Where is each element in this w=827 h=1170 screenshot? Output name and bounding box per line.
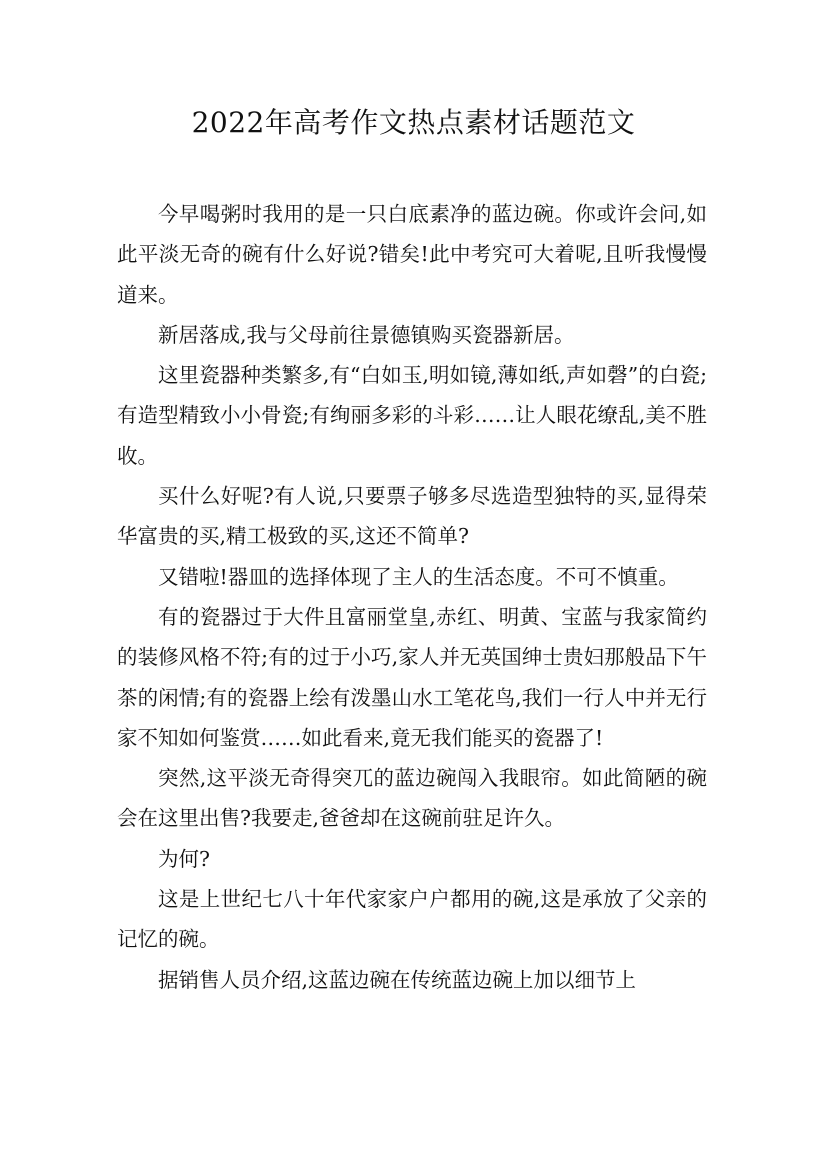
paragraph: 这里瓷器种类繁多,有“白如玉,明如镜,薄如纸,声如磬”的白瓷;有造型精致小小骨瓷;有绚丽多彩的斗彩……让人眼花缭乱,美不胜收。 <box>117 363 707 468</box>
paragraph: 据销售人员介绍,这蓝边碗在传统蓝边碗上加以细节上 <box>158 967 637 992</box>
paragraph: 买什么好呢?有人说,只要票子够多尽选造型独特的买,显得荣华富贵的买,精工极致的买,这还不简单? <box>117 484 707 549</box>
paragraph: 突然,这平淡无奇得突兀的蓝边碗闯入我眼帘。如此简陋的碗会在这里出售?我要走,爸爸却在这碗前驻足许久。 <box>117 766 707 831</box>
paragraph: 新居落成,我与父母前往景德镇购买瓷器新居。 <box>158 322 575 347</box>
document-body <box>117 194 707 1000</box>
paragraph: 为何? <box>158 846 210 871</box>
paragraph: 有的瓷器过于大件且富丽堂皇,赤红、明黄、宝蓝与我家简约的装修风格不符;有的过于小巧,家人并无英国绅士贵妇那般品下午茶的闲情;有的瓷器上绘有泼墨山水工笔花鸟,我们一行人中并无行家不知如何鉴赏……如此看来,竟无我们能买的瓷器了! <box>117 604 707 750</box>
paragraph: 又错啦!器皿的选择体现了主人的生活态度。不可不慎重。 <box>158 564 679 589</box>
paragraph: 这是上世纪七八十年代家家户户都用的碗,这是承放了父亲的记忆的碗。 <box>117 887 707 952</box>
document-title: 2022年高考作文热点素材话题范文 <box>191 106 636 139</box>
paragraph: 今早喝粥时我用的是一只白底素净的蓝边碗。你或许会问,如此平淡无奇的碗有什么好说?错矣!此中考究可大着呢,且听我慢慢道来。 <box>117 202 707 307</box>
